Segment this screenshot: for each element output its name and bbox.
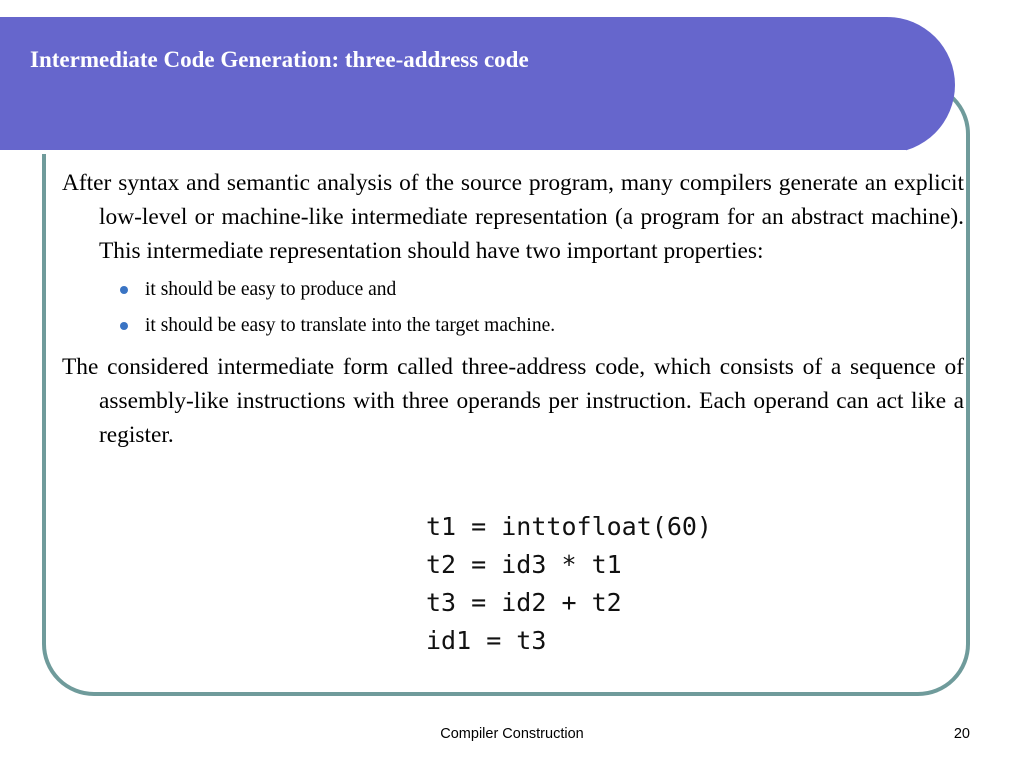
bullet-dot-icon [120,286,128,294]
slide-content [62,166,964,452]
title-divider [0,150,906,154]
intro-paragraph: After syntax and semantic analysis of the source program, many compilers generate an explicit low-level or machine-like intermediate representation (a program for an abstract machine). This intermediate representation should have two important properties: [62,170,964,264]
list-item-text: it should be easy to produce and [145,279,397,300]
slide-title: Intermediate Code Generation: three-address code [30,47,529,72]
properties-list [62,272,964,344]
code-line: t3 = id2 + t2 [426,588,622,617]
code-line: t1 = inttofloat(60) [426,512,712,541]
page-number: 20 [953,726,970,742]
code-line: t2 = id3 * t1 [426,550,622,579]
title-banner [0,17,955,153]
code-line: id1 = t3 [426,626,547,655]
list-item-text: it should be easy to translate into the target machine. [145,315,556,336]
three-address-paragraph: The considered intermediate form called three-address code, which consists of a sequence of assembly-like instructions with three operands per instruction. Each operand can act like a register. [62,354,964,448]
footer-text: Compiler Construction [440,726,584,742]
list-item [120,272,964,308]
list-item [120,308,964,344]
bullet-dot-icon [120,322,128,330]
code-example [426,508,712,660]
